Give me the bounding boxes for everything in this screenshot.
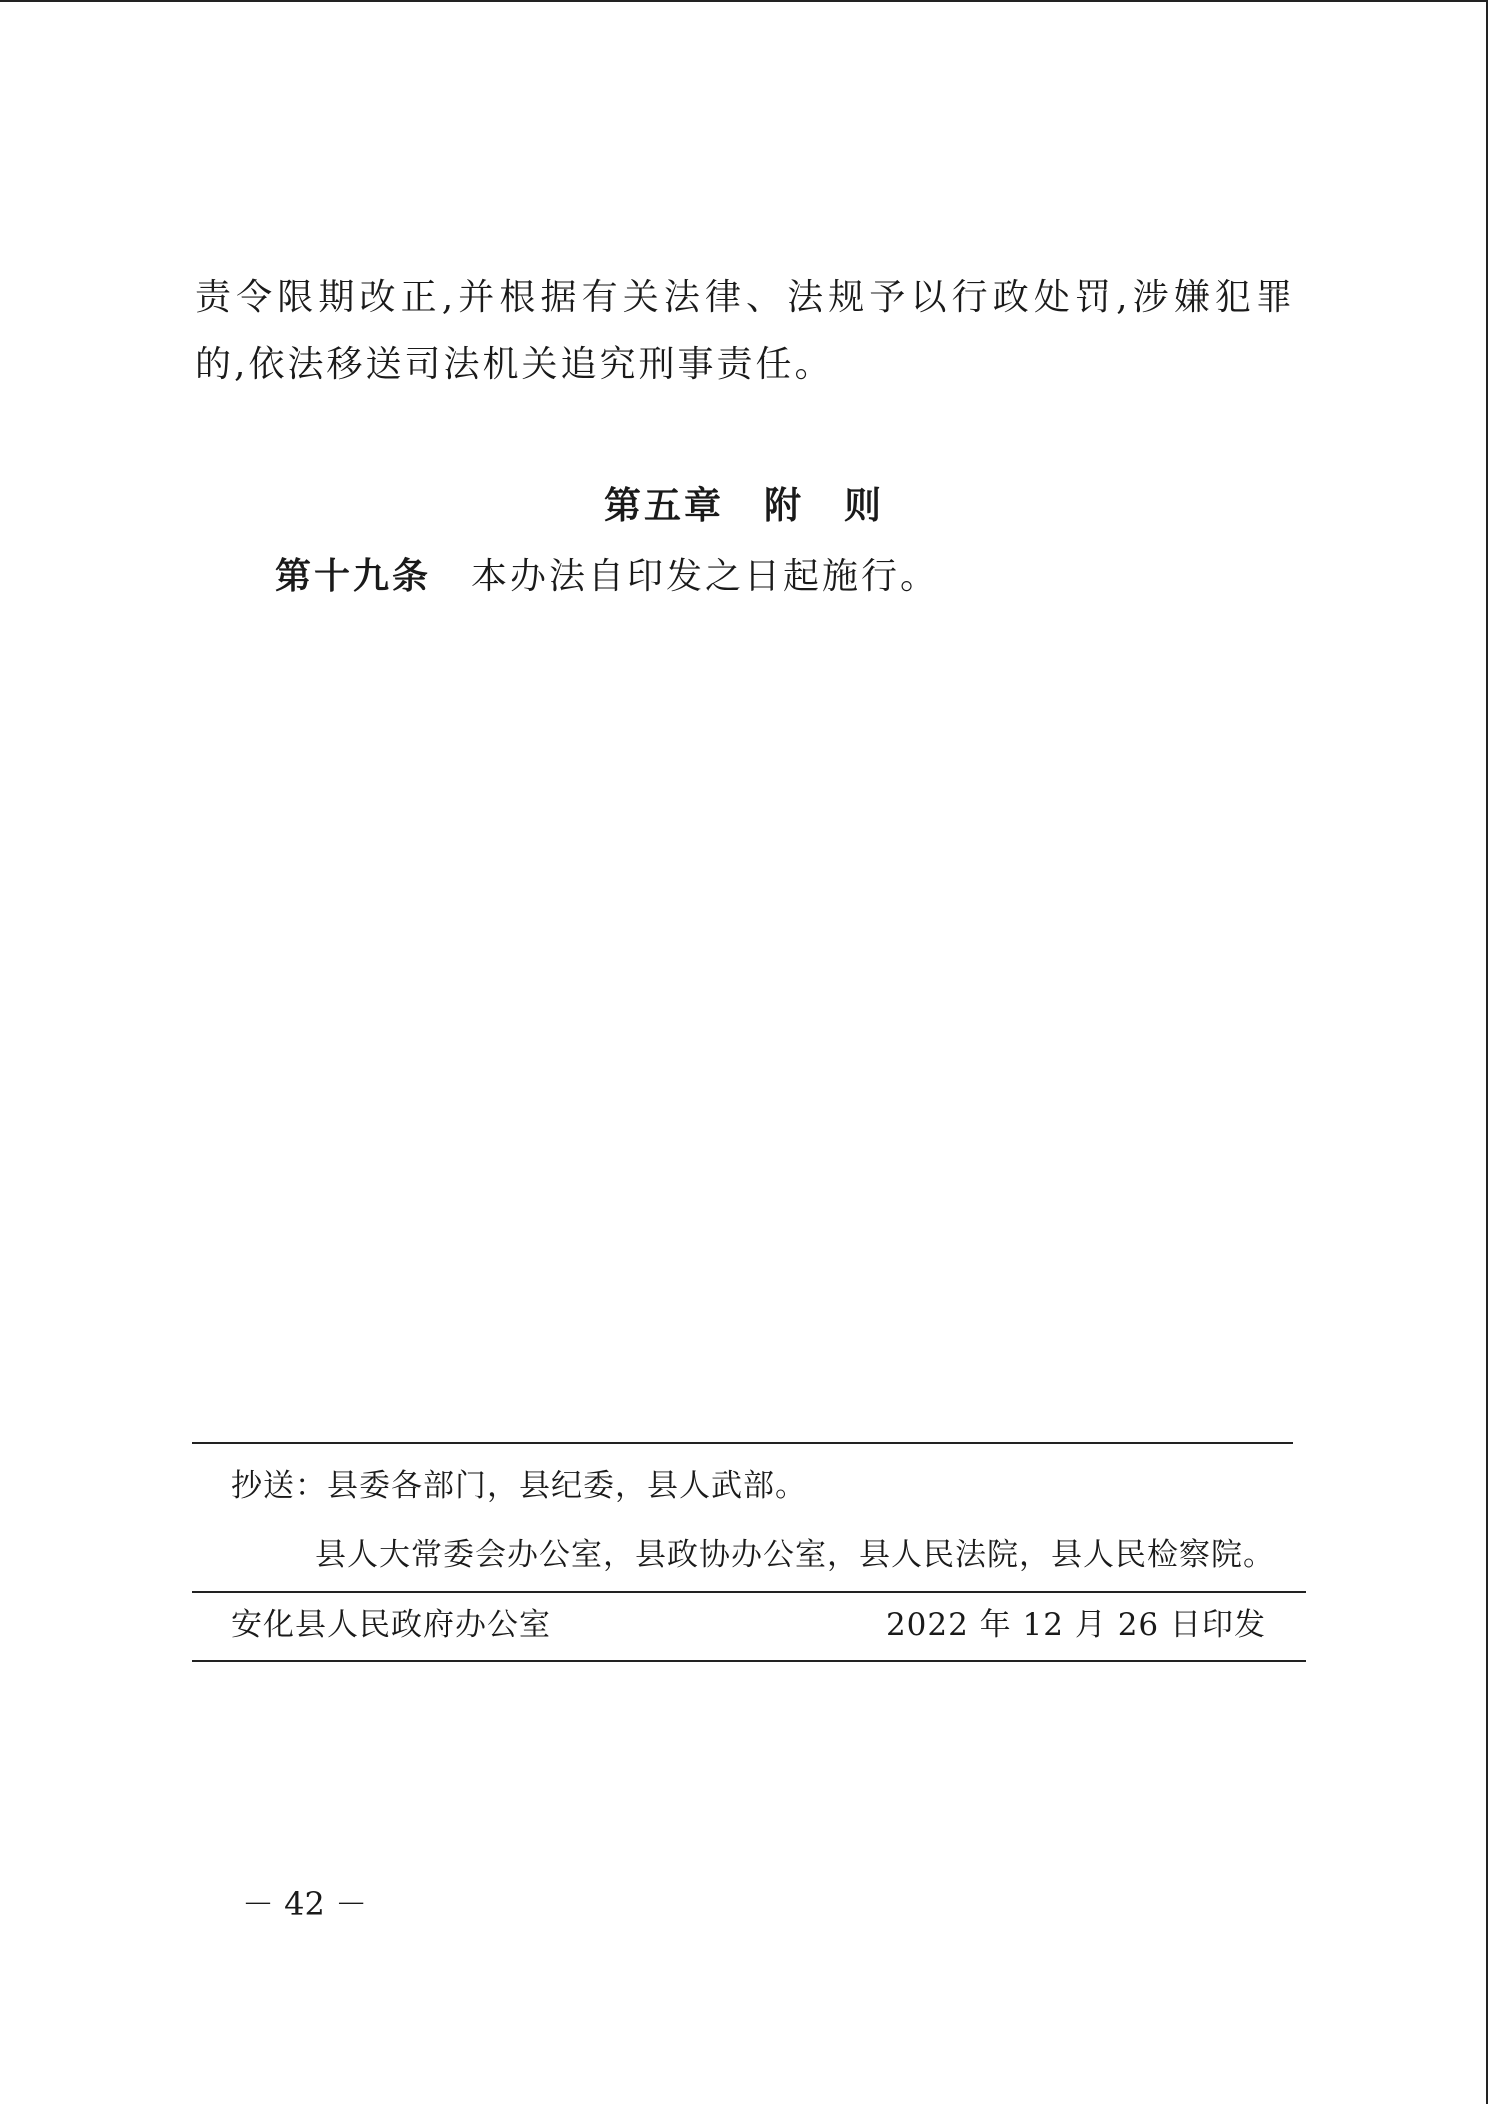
footer-top-rule	[192, 1442, 1293, 1444]
cc-recipients-line-1: 抄送：县委各部门，县纪委，县人武部。	[231, 1468, 807, 1504]
body-paragraph-line-2: 的,依法移送司法机关追究刑事责任。	[195, 344, 834, 385]
page-number: － 42 －	[242, 1885, 368, 1923]
article-text: 本办法自印发之日起施行。	[471, 556, 940, 597]
issue-date: 2022 年 12 月 26 日印发	[885, 1607, 1266, 1643]
footer-bottom-rule	[192, 1660, 1306, 1662]
issuer-name: 安化县人民政府办公室	[231, 1607, 551, 1643]
cc-recipients-line-2: 县人大常委会办公室，县政协办公室，县人民法院，县人民检察院。	[315, 1537, 1275, 1573]
article-label: 第十九条	[275, 556, 432, 597]
footer-middle-rule	[192, 1591, 1306, 1593]
body-paragraph-line-1: 责令限期改正,并根据有关法律、法规予以行政处罚,涉嫌犯罪	[195, 277, 1295, 318]
article-19	[275, 552, 939, 602]
chapter-title: 第五章 附 则	[604, 484, 884, 527]
